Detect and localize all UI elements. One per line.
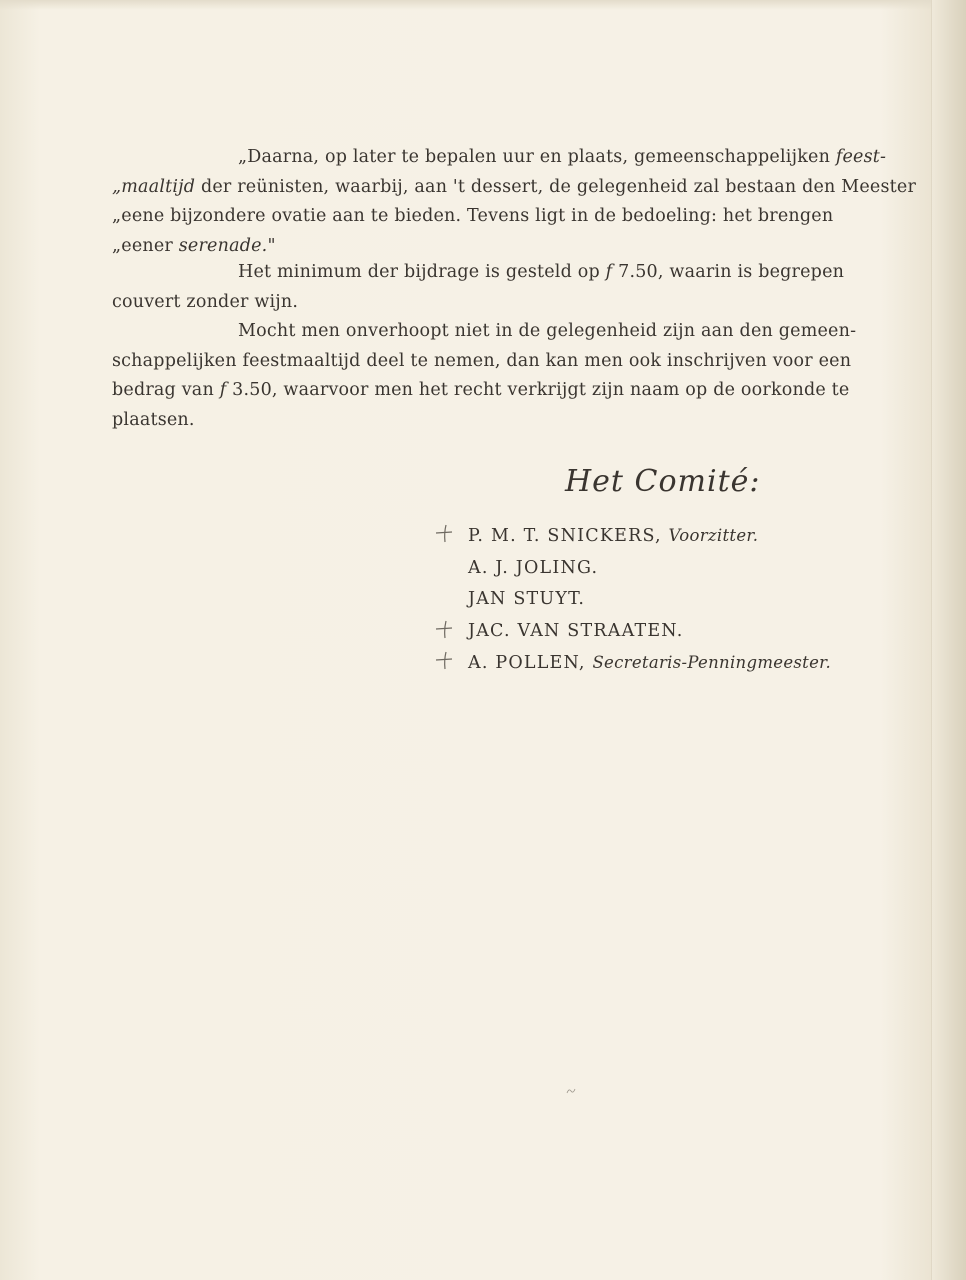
committee-member xyxy=(468,553,831,585)
text-italic: serenade. xyxy=(178,235,268,256)
text-line: plaatsen. xyxy=(112,409,195,430)
committee-member xyxy=(468,584,831,616)
text-italic: f xyxy=(219,380,227,400)
text-span: 7.50, waarin is begrepen xyxy=(612,262,845,282)
text-span: bedrag van xyxy=(112,380,220,400)
committee-members xyxy=(468,520,831,680)
text-line xyxy=(112,376,864,406)
cross-mark-icon xyxy=(434,649,456,671)
text-line xyxy=(112,173,917,203)
member-name: P. M. T. SNICKERS, xyxy=(468,526,662,546)
committee-title: Het Comité: xyxy=(565,464,761,499)
text-span: " xyxy=(267,235,276,256)
member-name: JAC. VAN STRAATEN. xyxy=(468,620,684,641)
member-role: Voorzitter. xyxy=(668,526,759,545)
committee-member xyxy=(468,520,831,553)
text-line: couvert zonder wijn. xyxy=(112,291,299,312)
text-line xyxy=(112,258,864,288)
text-line xyxy=(112,232,864,262)
committee-member xyxy=(468,647,831,680)
member-name: JAN STUYT. xyxy=(468,589,586,609)
text-span: 3.50, waarvoor men het recht verkrijgt zijn naam op de oorkonde te xyxy=(226,380,850,400)
paragraph-dinner xyxy=(112,143,917,261)
paragraph-contribution xyxy=(112,258,864,317)
text-span: Het minimum der bijdrage is gesteld op xyxy=(238,262,606,282)
text-span: der reünisten, waarbij, aan 't dessert, de gelegenheid zal bestaan den Meester xyxy=(195,176,917,197)
text-line xyxy=(112,143,887,173)
page-binding-edge xyxy=(931,0,966,1280)
text-italic: f xyxy=(605,262,613,282)
member-name: A. J. JOLING. xyxy=(468,557,599,578)
page-top-shadow xyxy=(0,0,966,10)
text-line: schappelijken feestmaaltijd deel te nemen, dan kan men ook inschrijven voor een xyxy=(112,350,852,371)
member-role: Secretaris-Penningmeester. xyxy=(592,653,832,672)
cross-mark-icon xyxy=(434,618,456,640)
text-span: „Daarna, op later te bepalen uur en plaats, gemeenschappelijken xyxy=(238,147,836,167)
cross-mark-icon xyxy=(434,522,456,544)
member-name: A. POLLEN, xyxy=(468,653,586,673)
text-line: „eene bijzondere ovatie aan te bieden. Tevens ligt in de bedoeling: het brengen xyxy=(112,206,834,226)
text-span: „eener xyxy=(112,235,179,256)
text-line: Mocht men onverhoopt niet in de gelegenheid zijn aan den gemeen- xyxy=(238,321,857,341)
text-italic: „maaltijd xyxy=(112,176,196,197)
stray-ink-mark xyxy=(566,1080,576,1088)
committee-member xyxy=(468,616,831,648)
paragraph-alternative xyxy=(112,317,864,435)
text-italic: feest- xyxy=(835,147,887,167)
